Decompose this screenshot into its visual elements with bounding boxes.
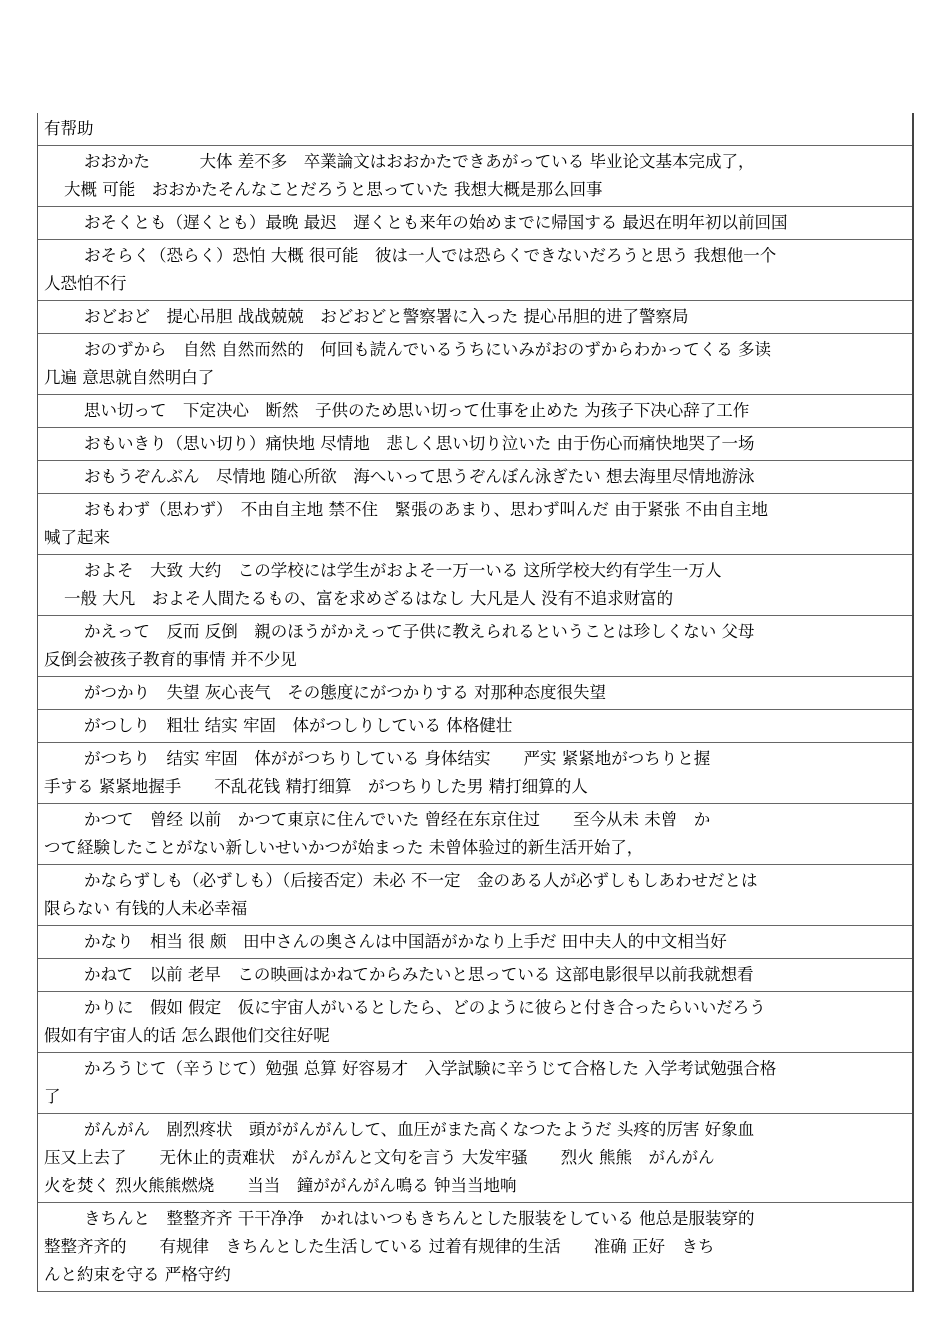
table-row xyxy=(38,301,912,334)
row-text: 假如有宇宙人的话 怎么跟他们交往好呢 xyxy=(44,1026,330,1045)
row-text: おもいきり（思い切り）痛快地 尽情地 悲しく思い切り泣いた 由于伤心而痛快地哭了一场 xyxy=(84,434,755,453)
row-text: おそらく（恐らく）恐怕 大概 很可能 彼は一人では恐らくできないだろうと思う 我想他一个 xyxy=(84,246,777,265)
row-text: かなり 相当 很 颇 田中さんの奥さんは中国語がかなり上手だ 田中夫人的中文相当好 xyxy=(84,932,727,951)
row-text: 火を焚く 烈火熊熊燃烧 当当 鐘ががんがん鳴る 钟当当地响 xyxy=(44,1176,517,1195)
table-row xyxy=(38,146,912,207)
row-text: かえって 反而 反倒 親のほうがかえって子供に教えられるということは珍しくない 父母 xyxy=(84,622,755,641)
table-row xyxy=(38,959,912,992)
table-row xyxy=(38,677,912,710)
row-text: 几遍 意思就自然明白了 xyxy=(44,368,215,387)
row-text: かろうじて（辛うじて）勉强 总算 好容易才 入学試験に辛うじて合格した 入学考试勉强合格 xyxy=(84,1059,777,1078)
row-text: おのずから 自然 自然而然的 何回も読んでいるうちにいみがおのずからわかってくる 多读 xyxy=(84,340,771,359)
table-row xyxy=(38,926,912,959)
table-row xyxy=(38,865,912,926)
table-row xyxy=(38,1203,912,1292)
row-text: がつしり 粗壮 结实 牢固 体がつしりしている 体格健壮 xyxy=(84,716,513,735)
row-text: 压又上去了 无休止的责难状 がんがんと文句を言う 大发牢骚 烈火 熊熊 がんがん xyxy=(44,1148,715,1167)
row-text: かねて 以前 老早 この映画はかねてからみたいと思っている 这部电影很早以前我就想看 xyxy=(84,965,754,984)
table-row xyxy=(38,1053,912,1114)
row-text: がんがん 剧烈疼状 頭ががんがんして、血圧がまた高くなつたようだ 头疼的厉害 好象血 xyxy=(84,1120,755,1139)
row-text: きちんと 整整齐齐 干干净净 かれはいつもきちんとした服装をしている 他总是服装穿的 xyxy=(84,1209,755,1228)
table-row xyxy=(38,395,912,428)
row-text: 大概 可能 おおかたそんなことだろうと思っていた 我想大概是那么回事 xyxy=(64,180,603,199)
row-text: かりに 假如 假定 仮に宇宙人がいるとしたら、どのように彼らと付き合ったらいいだろう xyxy=(84,998,766,1017)
row-text: 反倒会被孩子教育的事情 并不少见 xyxy=(44,650,297,669)
table-row xyxy=(38,1114,912,1203)
row-text: かつて 曾经 以前 かつて東京に住んでいた 曾经在东京住过 至今从未 未曾 か xyxy=(84,810,711,829)
row-text: かならずしも（必ずしも）（后接否定）未必 不一定 金のある人が必ずしもしあわせだとは xyxy=(84,871,758,890)
row-text: およそ 大致 大约 この学校には学生がおよそ一万一いる 这所学校大约有学生一万人 xyxy=(84,561,722,580)
row-text: 有帮助 xyxy=(44,119,94,138)
row-text: おもうぞんぶん 尽情地 随心所欲 海へいって思うぞんぼん泳ぎたい 想去海里尽情地游泳 xyxy=(84,467,755,486)
table-row xyxy=(38,804,912,865)
row-text: んと約束を守る 严格守约 xyxy=(44,1265,231,1284)
vocabulary-table xyxy=(37,113,914,1292)
row-text: つて経験したことがない新しいせいかつが始まった 未曾体验过的新生活开始了， xyxy=(44,838,644,857)
row-text: がつちり 结实 牢固 体ががつちりしている 身体结实 严实 紧紧地がつちりと握 xyxy=(84,749,711,768)
table-row xyxy=(38,616,912,677)
row-text: おもわず（思わず） 不由自主地 禁不住 緊張のあまり、思わず叫んだ 由于紧张 不由自主地 xyxy=(84,500,768,519)
table-row xyxy=(38,207,912,240)
table-row xyxy=(38,428,912,461)
table-row xyxy=(38,240,912,301)
row-text: 人恐怕不行 xyxy=(44,274,127,293)
table-row xyxy=(38,710,912,743)
row-text: 限らない 有钱的人未必幸福 xyxy=(44,899,248,918)
table-row xyxy=(38,461,912,494)
row-text: がつかり 失望 灰心丧气 その態度にがつかりする 对那种态度很失望 xyxy=(84,683,606,702)
row-text: おどおど 提心吊胆 战战兢兢 おどおどと警察署に入った 提心吊胆的进了警察局 xyxy=(84,307,689,326)
row-text: 整整齐齐的 有规律 きちんとした生活している 过着有规律的生活 准确 正好 きち xyxy=(44,1237,715,1256)
row-text: 手する 紧紧地握手 不乱花钱 精打细算 がつちりした男 精打细算的人 xyxy=(44,777,588,796)
row-text: 一般 大凡 およそ人間たるもの、富を求めざるはなし 大凡是人 没有不追求财富的 xyxy=(64,589,674,608)
row-text: おおかた 大体 差不多 卒業論文はおおかたできあがっている 毕业论文基本完成了， xyxy=(84,152,755,171)
table-row xyxy=(38,992,912,1053)
table-row xyxy=(38,113,912,146)
row-text: おそくとも（遅くとも）最晚 最迟 遅くとも来年の始めまでに帰国する 最迟在明年初以前回国 xyxy=(84,213,788,232)
row-text: 喊了起来 xyxy=(44,528,110,547)
row-text: 思い切って 下定决心 断然 子供のため思い切って仕事を止めた 为孩子下决心辞了工作 xyxy=(84,401,750,420)
table-row xyxy=(38,494,912,555)
table-row xyxy=(38,555,912,616)
table-row xyxy=(38,334,912,395)
table-row xyxy=(38,743,912,804)
row-text: 了 xyxy=(44,1087,61,1106)
